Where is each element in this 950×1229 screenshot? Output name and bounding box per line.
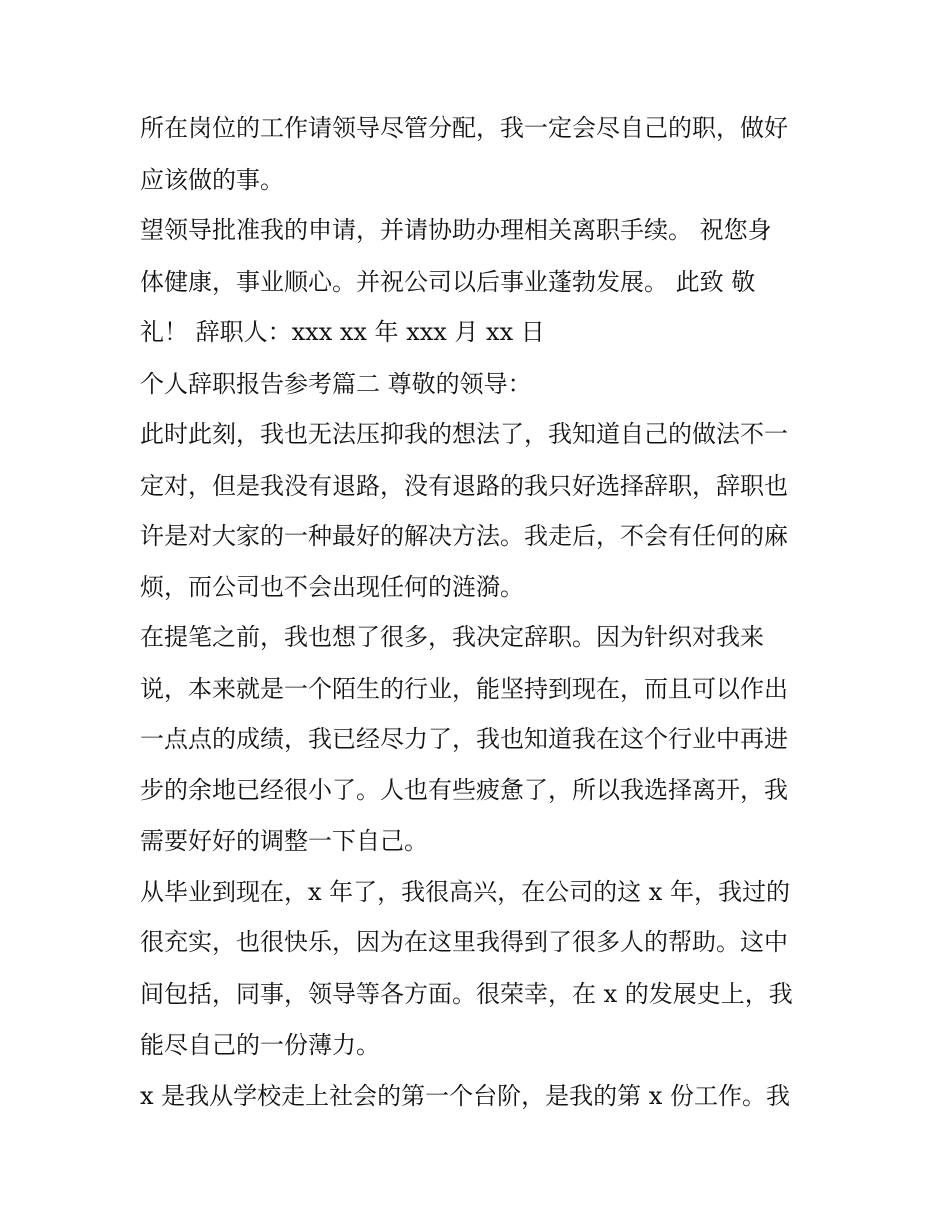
- text-line: 烦，而公司也不会出现任何的涟漪。: [140, 573, 524, 601]
- text-line: 很充实，也很快乐，因为在这里我得到了很多人的帮助。这中: [140, 928, 788, 956]
- text-line: 在提笔之前，我也想了很多，我决定辞职。因为针织对我来: [140, 623, 764, 651]
- text-line: 说，本来就是一个陌生的行业，能坚持到现在，而且可以作出: [140, 675, 788, 703]
- text-line: 间包括，同事，领导等各方面。很荣幸，在 x 的发展史上，我: [140, 980, 793, 1008]
- text-line: 体健康，事业顺心。并祝公司以后事业蓬勃发展。 此致 敬: [140, 268, 756, 296]
- text-line: 个人辞职报告参考篇二 尊敬的领导：: [140, 370, 532, 398]
- text-line: 应该做的事。: [140, 166, 284, 194]
- text-line: 此时此刻，我也无法压抑我的想法了，我知道自己的做法不一: [140, 420, 788, 448]
- text-line: x 是我从学校走上社会的第一个台阶，是我的第 x 份工作。我: [140, 1082, 790, 1110]
- text-line: 需要好好的调整一下自己。: [140, 827, 428, 855]
- text-line: 礼！ 辞职人：xxx xx 年 xxx 月 xx 日: [140, 318, 545, 346]
- text-line: 望领导批准我的申请，并请协助办理相关离职手续。 祝您身: [140, 216, 772, 244]
- text-line: 一点点的成绩，我已经尽力了，我也知道我在这个行业中再进: [140, 725, 788, 753]
- text-line: 能尽自己的一份薄力。: [140, 1031, 380, 1059]
- text-line: 步的余地已经很小了。人也有些疲惫了，所以我选择离开，我: [140, 776, 788, 804]
- text-line: 许是对大家的一种最好的解决方法。我走后，不会有任何的麻: [140, 522, 788, 550]
- text-line: 从毕业到现在，x 年了，我很高兴，在公司的这 x 年，我过的: [140, 878, 790, 906]
- text-line: 所在岗位的工作请领导尽管分配，我一定会尽自己的职，做好: [140, 114, 788, 142]
- text-line: 定对，但是我没有退路，没有退路的我只好选择辞职，辞职也: [140, 472, 788, 500]
